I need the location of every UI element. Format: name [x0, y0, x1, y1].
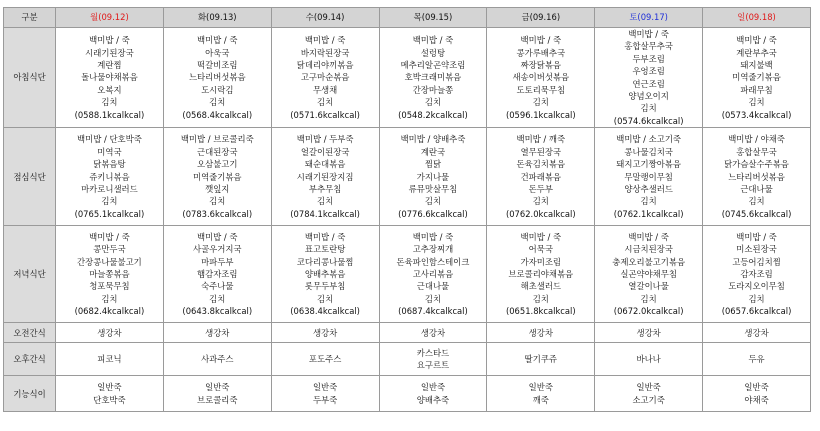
weekly-menu-table — [3, 7, 811, 412]
day-date: (09.18) — [745, 12, 776, 23]
menu-item: 충제오리불고기볶음 — [612, 256, 686, 267]
day-header-sun — [703, 8, 811, 28]
corner-header: 구분 — [4, 8, 56, 28]
menu-item: 김치 — [532, 97, 549, 108]
menu-cell — [703, 343, 811, 376]
menu-cell — [703, 28, 811, 128]
menu-item: (0776.6kcalkcal) — [398, 208, 468, 219]
menu-cell — [163, 376, 271, 412]
menu-item: 콩가루배추국 — [516, 47, 566, 58]
menu-item: 바지락된장국 — [300, 47, 350, 58]
menu-item: 바나나 — [636, 354, 661, 365]
menu-item: 일반죽 — [528, 382, 553, 393]
menu-item: 고구마순볶음 — [300, 72, 350, 83]
menu-item: (0745.6kcalkcal) — [721, 208, 792, 219]
menu-cell — [163, 28, 271, 128]
menu-item: 김치 — [532, 196, 549, 207]
menu-item: (0765.1kcalkcal) — [74, 208, 145, 219]
menu-item: (0762.0kcalkcal) — [505, 208, 576, 219]
menu-item: 생강차 — [205, 327, 230, 338]
menu-item: 양념오이지 — [628, 91, 669, 102]
menu-cell — [595, 128, 703, 226]
menu-item: 일반죽 — [636, 382, 661, 393]
menu-item: 새송이버섯볶음 — [512, 72, 570, 83]
menu-item: 깨죽 — [532, 394, 549, 405]
menu-item: 백미밥 / 두부죽 — [296, 134, 354, 145]
menu-cell — [595, 323, 703, 343]
menu-item: 백미밥 / 죽 — [520, 231, 562, 242]
menu-item: 감자조림 — [740, 269, 773, 280]
day-header-tue — [163, 8, 271, 28]
menu-item: 오삼불고기 — [197, 159, 238, 170]
menu-item: 닭가슴살수주볶음 — [724, 159, 789, 170]
menu-cell — [595, 28, 703, 128]
menu-item: 사과주스 — [201, 354, 234, 365]
menu-item: 미역줄기볶음 — [732, 72, 781, 83]
menu-item: 마늘쫑볶음 — [89, 269, 130, 280]
day-date: (09.12) — [98, 12, 129, 23]
menu-item: 백미밥 / 죽 — [304, 35, 346, 46]
menu-item: 도라지오이무침 — [728, 281, 785, 292]
menu-item: 김치 — [424, 293, 442, 304]
menu-item: 찜닭 — [424, 159, 442, 170]
menu-cell — [271, 128, 379, 226]
menu-item: 근대나물 — [416, 281, 450, 292]
menu-item: 카스타드 — [416, 347, 450, 358]
menu-item: 김치 — [101, 97, 118, 108]
menu-item: 쥬키니볶음 — [89, 171, 130, 182]
menu-item: 마파두부 — [201, 256, 234, 267]
menu-cell — [271, 226, 379, 323]
menu-item: 설렁탕 — [420, 47, 446, 58]
menu-item: 떡갈비조림 — [197, 60, 238, 71]
lunch-row — [4, 128, 811, 226]
menu-item: 롯무두부침 — [304, 281, 346, 292]
menu-item: 돈육파인함스테이크 — [396, 256, 470, 267]
menu-item: 생강차 — [97, 327, 122, 338]
menu-cell — [56, 376, 164, 412]
day-header-thu — [379, 8, 487, 28]
menu-item: (0638.4kcalkcal) — [290, 306, 360, 317]
menu-item: 어묵국 — [528, 244, 553, 255]
menu-item: 미역국 — [97, 146, 122, 157]
menu-item: 백미밥 / 깨죽 — [516, 134, 566, 145]
menu-item: 포도주스 — [308, 354, 342, 365]
day-name: 수 — [305, 12, 314, 23]
menu-cell — [703, 323, 811, 343]
menu-item: 깻잎지 — [205, 183, 230, 194]
day-name: 화 — [197, 12, 207, 23]
day-date: (09.14) — [313, 12, 345, 23]
menu-cell — [271, 376, 379, 412]
menu-item: 해초샐러드 — [520, 281, 562, 292]
menu-item: (0596.1kcalkcal) — [505, 109, 576, 120]
menu-item: 간장마늘쫑 — [412, 84, 454, 95]
day-date: (09.16) — [529, 12, 561, 23]
menu-item: 계란국 — [420, 146, 446, 157]
menu-item: 계란부추국 — [736, 47, 777, 58]
menu-item: 숙주나물 — [201, 281, 234, 292]
menu-item: 백미밥 / 죽 — [628, 29, 669, 39]
menu-item: 시금치된장국 — [624, 244, 673, 255]
menu-item: 무말랭이무침 — [624, 171, 673, 182]
menu-item: 도시락김 — [201, 84, 234, 95]
menu-cell — [703, 226, 811, 323]
menu-item: 미역줄기볶음 — [192, 171, 242, 182]
menu-item: (0651.8kcalkcal) — [505, 306, 576, 317]
menu-item: 두부죽 — [312, 394, 338, 405]
menu-item: 시래기된장지짐 — [296, 171, 354, 182]
menu-item: 김치 — [317, 97, 334, 108]
menu-item: 백미밥 / 죽 — [89, 231, 130, 242]
menu-item: (0571.6kcalkcal) — [290, 109, 360, 120]
day-header-mon — [56, 8, 164, 28]
menu-item: 고등어김치찜 — [732, 256, 781, 267]
menu-item: (0548.2kcalkcal) — [398, 109, 468, 120]
menu-item: 간장콩나물불고기 — [77, 256, 142, 267]
menu-item: 얼갈이된장국 — [300, 146, 350, 157]
menu-item: 연근조림 — [632, 78, 665, 89]
day-name: 목 — [413, 12, 422, 23]
menu-item: 마카로니샐러드 — [81, 183, 138, 194]
menu-cell — [56, 343, 164, 376]
menu-item: 아욱국 — [205, 47, 230, 58]
menu-item: 사골우거지국 — [192, 244, 242, 255]
day-name: 일 — [737, 12, 746, 23]
menu-item: 코다리콩나물찜 — [296, 256, 354, 267]
morning-snack-row — [4, 323, 811, 343]
row-label: 점심식단 — [4, 128, 56, 226]
menu-item: 생강차 — [636, 327, 661, 338]
menu-cell — [379, 226, 487, 323]
menu-body — [4, 28, 811, 412]
menu-item: 백미밥 / 죽 — [412, 231, 454, 242]
menu-cell — [595, 376, 703, 412]
special-diet-row — [4, 376, 811, 412]
menu-item: 딸기쿠쥬 — [524, 354, 557, 365]
day-name: 월 — [90, 12, 99, 23]
menu-item: 브로콜리죽 — [197, 394, 238, 405]
menu-item: (0588.1kcalkcal) — [74, 109, 145, 120]
menu-item: 김치 — [209, 97, 226, 108]
afternoon-snack-row — [4, 343, 811, 376]
menu-item: 일반죽 — [97, 382, 122, 393]
menu-item: 청포묵무침 — [89, 281, 130, 292]
menu-item: 김치 — [748, 196, 765, 207]
menu-item: 호박크래미볶음 — [404, 72, 462, 83]
menu-item: 무생채 — [312, 84, 338, 95]
menu-item: 돼지불백 — [740, 60, 773, 71]
menu-item: (0573.4kcalkcal) — [721, 109, 792, 120]
menu-item: 김치 — [424, 97, 442, 108]
menu-item: 일반죽 — [744, 382, 769, 393]
menu-item: 건파래볶음 — [520, 171, 562, 182]
menu-item: 양상추샐러드 — [624, 183, 673, 194]
menu-item: 김치 — [424, 196, 442, 207]
menu-item: (0682.4kcalkcal) — [74, 306, 145, 317]
day-date: (09.17) — [637, 12, 668, 23]
menu-cell — [56, 28, 164, 128]
row-label: 오전간식 — [4, 323, 56, 343]
menu-item: 돈두부 — [528, 183, 553, 194]
menu-item: 백미밥 / 죽 — [736, 35, 777, 46]
menu-item: 백미밥 / 죽 — [628, 231, 669, 242]
menu-item: 열갈이나물 — [628, 281, 669, 292]
menu-item: 시래기된장국 — [85, 47, 134, 58]
menu-item: 메추리알곤약조림 — [400, 60, 466, 71]
menu-cell — [271, 323, 379, 343]
menu-item: (0762.1kcalkcal) — [613, 208, 684, 219]
menu-item: 양배추죽 — [416, 394, 450, 405]
menu-cell — [163, 323, 271, 343]
row-label: 오후간식 — [4, 343, 56, 376]
menu-cell — [271, 343, 379, 376]
day-header-fri — [487, 8, 595, 28]
menu-cell — [379, 128, 487, 226]
menu-item: 가자미조림 — [520, 256, 562, 267]
header-row — [4, 8, 811, 28]
menu-item: 홍합살무국 — [736, 146, 777, 157]
menu-item: 고사리볶음 — [412, 269, 454, 280]
menu-item: 부추무침 — [308, 183, 342, 194]
row-label: 기능식이 — [4, 376, 56, 412]
menu-item: 홍합살무추국 — [624, 41, 673, 52]
menu-item: 김치 — [317, 196, 334, 207]
menu-cell — [379, 28, 487, 128]
menu-item: 백미밥 / 단호박죽 — [77, 134, 142, 145]
menu-item: (0574.6kcalkcal) — [613, 115, 684, 126]
menu-cell — [271, 28, 379, 128]
menu-item: 일반죽 — [420, 382, 446, 393]
menu-cell — [487, 128, 595, 226]
menu-item: 햄감자조림 — [197, 269, 238, 280]
row-label: 아침식단 — [4, 28, 56, 128]
day-header-sat — [595, 8, 703, 28]
menu-cell — [163, 343, 271, 376]
menu-item: (0643.8kcalkcal) — [182, 306, 253, 317]
menu-item: 오복지 — [97, 84, 122, 95]
menu-item: 김치 — [748, 293, 765, 304]
menu-item: 김치 — [640, 293, 657, 304]
menu-item: (0568.4kcalkcal) — [182, 109, 253, 120]
menu-item: 백미밥 / 브로콜리죽 — [180, 134, 254, 145]
menu-item: 피코닉 — [97, 354, 122, 365]
menu-cell — [379, 376, 487, 412]
menu-item: 류뮤맛살무침 — [408, 183, 458, 194]
menu-cell — [379, 323, 487, 343]
menu-item: 고추장찌개 — [412, 244, 454, 255]
day-name: 토 — [629, 12, 638, 23]
menu-item: 김치 — [317, 293, 334, 304]
menu-item: (0784.1kcalkcal) — [290, 208, 360, 219]
day-name: 금 — [521, 12, 530, 23]
menu-item: 도토리묵무침 — [516, 84, 566, 95]
menu-item: 가지나물 — [416, 171, 450, 182]
menu-item: 일반죽 — [312, 382, 338, 393]
menu-cell — [163, 128, 271, 226]
menu-item: 표고토란탕 — [304, 244, 346, 255]
menu-item: 백미밥 / 죽 — [412, 35, 454, 46]
menu-item: 생강차 — [528, 327, 553, 338]
menu-item: 백미밥 / 야채죽 — [728, 134, 785, 145]
menu-item: 실곤약야채무침 — [620, 269, 677, 280]
menu-item: 야채죽 — [744, 394, 769, 405]
menu-item: 백미밥 / 죽 — [89, 35, 130, 46]
menu-cell — [595, 343, 703, 376]
menu-item: 김치 — [209, 293, 226, 304]
menu-item: 단호박죽 — [93, 394, 126, 405]
menu-cell — [703, 128, 811, 226]
menu-cell — [56, 128, 164, 226]
menu-cell — [56, 226, 164, 323]
menu-item: (0672.0kcalkcal) — [613, 306, 684, 317]
menu-item: 브로콜리야채볶음 — [508, 269, 574, 280]
menu-cell — [703, 376, 811, 412]
menu-item: 생강차 — [744, 327, 769, 338]
dinner-row — [4, 226, 811, 323]
menu-cell — [379, 343, 487, 376]
menu-item: 백미밥 / 양배추죽 — [400, 134, 466, 145]
menu-item: 콩나물김치국 — [624, 146, 673, 157]
menu-item: 백미밥 / 죽 — [520, 35, 562, 46]
menu-item: 미소된장국 — [736, 244, 777, 255]
menu-item: 김치 — [209, 196, 226, 207]
menu-item: 닭볶음탕 — [93, 159, 126, 170]
menu-cell — [487, 226, 595, 323]
day-header-wed — [271, 8, 379, 28]
day-date: (09.15) — [421, 12, 453, 23]
menu-item: (0657.6kcalkcal) — [721, 306, 792, 317]
menu-item: 돼순대볶음 — [304, 159, 346, 170]
menu-item: 백미밥 / 죽 — [197, 231, 238, 242]
menu-item: 백미밥 / 소고기죽 — [616, 134, 682, 145]
breakfast-row — [4, 28, 811, 128]
menu-item: 돌나물야채볶음 — [81, 72, 138, 83]
menu-item: 김치 — [101, 196, 118, 207]
menu-item: 일반죽 — [205, 382, 230, 393]
day-date: (09.13) — [206, 12, 237, 23]
menu-item: 김치 — [532, 293, 549, 304]
menu-item: 닭데리야끼볶음 — [296, 60, 354, 71]
menu-item: 근대나물 — [740, 183, 773, 194]
menu-item: 요구르트 — [416, 360, 450, 371]
menu-item: (0783.6kcalkcal) — [182, 208, 253, 219]
menu-item: 짜장닭볶음 — [520, 60, 562, 71]
menu-item: 생강차 — [312, 327, 338, 338]
menu-item: 두유 — [748, 354, 765, 365]
menu-item: 두부조림 — [632, 53, 665, 64]
menu-cell — [487, 376, 595, 412]
menu-item: 파래무침 — [740, 84, 773, 95]
menu-item: 열무된장국 — [520, 146, 562, 157]
menu-cell — [56, 323, 164, 343]
row-label: 저녁식단 — [4, 226, 56, 323]
menu-item: 느타리버섯볶음 — [188, 72, 246, 83]
menu-item: 느타리버섯볶음 — [728, 171, 785, 182]
menu-cell — [487, 343, 595, 376]
menu-item: 계란찜 — [97, 60, 122, 71]
menu-cell — [163, 226, 271, 323]
menu-item: 김치 — [640, 196, 657, 207]
menu-item: 김치 — [640, 103, 657, 114]
menu-item: 백미밥 / 죽 — [736, 231, 777, 242]
menu-item: 소고기죽 — [632, 394, 665, 405]
menu-item: 김치 — [748, 97, 765, 108]
menu-item: 근대된장국 — [197, 146, 238, 157]
menu-item: 우엉조림 — [632, 66, 665, 77]
menu-cell — [487, 323, 595, 343]
menu-item: 김치 — [101, 293, 118, 304]
menu-item: 돈육김치볶음 — [516, 159, 566, 170]
menu-item: 백미밥 / 죽 — [197, 35, 238, 46]
menu-item: 백미밥 / 죽 — [304, 231, 346, 242]
menu-item: 생강차 — [420, 327, 446, 338]
menu-item: (0687.4kcalkcal) — [398, 306, 468, 317]
menu-item: 콩만두국 — [93, 244, 126, 255]
menu-item: 돼지고기짱아볶음 — [616, 159, 681, 170]
menu-item: 양배추볶음 — [304, 269, 346, 280]
menu-cell — [595, 226, 703, 323]
menu-cell — [487, 28, 595, 128]
